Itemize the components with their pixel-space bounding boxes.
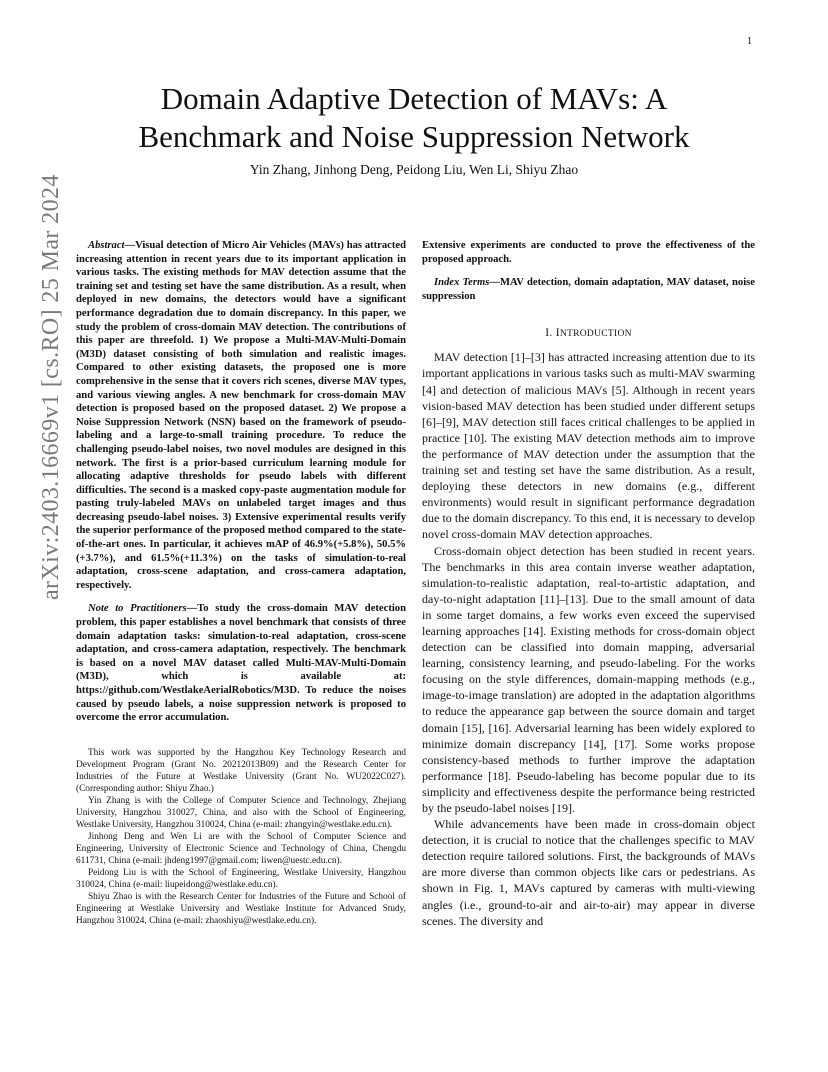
abstract: [76, 239, 406, 592]
body-paragraph: Cross-domain object detection has been studied in recent years. The benchmarks in this area contain inverse weather adaptation, simulation-to-realistic adaptation, real-to-artistic adaptation, and day-to-night adaptation [11]–[13]. Due to the small amount of data in some target domains, a few works even exceed the supervised learning approaches [14]. Existing methods for cross-domain object detection can be classified into domain mapping, adversarial learning, consistency learning, and pseudo-labeling. For the works focusing on the style differences, domain-mapping methods (e.g., image-to-image translation) are adopted in the adaptation algorithms to reduce the appearance gap between the source domain and target domain [15], [16]. Adversarial learning has been widely explored to minimize domain discrepancy [14], [17]. Some works propose consistency-based methods to further improve the adaptation performance [18]. Pseudo-labeling has become popular due to its simplicity and effectiveness despite the performance being restricted by the pseudo-label noises [19].: [422, 543, 755, 815]
footnotes: [76, 747, 406, 927]
footnote-affiliation: Peidong Liu is with the School of Engineering, Westlake University, Hangzhou 310024, China (e-mail: liupeidong@westlake.edu.cn).: [76, 867, 406, 890]
index-terms-label: Index Terms: [434, 277, 490, 289]
footnote-funding: This work was supported by the Hangzhou Key Technology Research and Development Program (Grant No. 20212013B09) and the Research Center for Industries of the Future at Westlake University (Grant No. WU2022C027). (Corresponding author: Shiyu Zhao.): [76, 747, 406, 794]
section-title: INTRODUCTION: [555, 327, 632, 340]
body-paragraph: MAV detection [1]–[3] has attracted increasing attention due to its important applications in various tasks such as multi-MAV swarming [4] and detection of malicious MAVs [5]. Although in recent years vision-based MAV detection has been studied under different setups [6]–[9], MAV detection still faces critical challenges to be applied in practice [10]. The existing MAV detection methods aim to improve the performance of MAV detection under the assumption that the training set and testing set have the same distribution. As a result, deploying these detectors in new domains (e.g., different environments) would result in significant performance degradation due to the domain discrepancy. To this end, it is necessary to develop novel cross-domain MAV detection approaches.: [422, 350, 755, 542]
index-terms-text: —MAV detection, domain adaptation, MAV dataset, noise suppression: [422, 277, 755, 302]
arxiv-identifier-stamp: arXiv:2403.16669v1 [cs.RO] 25 Mar 2024: [38, 174, 64, 600]
practitioners-text: —To study the cross-domain MAV detection problem, this paper establishes a novel benchmark that consists of three domain adaptation tasks: simulation-to-real adaptation, cross-scene adaptation, and cross-camera adaptation, respectively. The benchmark is based on a novel MAV dataset called Multi-MAV-Multi-Domain (M3D), which is available at: https://github.com/WestlakeAerialRobotics/M3D. To reduce the noises caused by pseudo labels, a noise suppression network is proposed to overcome the error accumulation.: [76, 603, 406, 724]
abstract-continuation: Extensive experiments are conducted to prove the effectiveness of the proposed approach.: [422, 240, 755, 265]
title-line-1: Domain Adaptive Detection of MAVs: A: [160, 81, 668, 116]
author-list: Yin Zhang, Jinhong Deng, Peidong Liu, Wen Li, Shiyu Zhao: [249, 162, 579, 177]
footnote-affiliation: Yin Zhang is with the College of Computer Science and Technology, Zhejiang University, Hangzhou 310027, China, and also with the School of Engineering, Westlake University, Hangzhou 310024, China (e-mail: zhangyin@westlake.edu.cn).: [76, 795, 406, 830]
note-to-practitioners: [76, 602, 406, 724]
abstract-label: Abstract: [88, 240, 125, 251]
footnote-affiliation: Shiyu Zhao is with the Research Center for Industries of the Future and School of Engineering at Westlake University and Westlake Institute for Advanced Study, Hangzhou 310024, China (e-mail: zhaoshiyu@westlake.edu.cn).: [76, 891, 406, 926]
section-number: I.: [545, 327, 553, 340]
abstract-text: —Visual detection of Micro Air Vehicles (MAVs) has attracted increasing attention in recent years due to its important application in various tasks. The existing methods for MAV detection assume that the training set and testing set have the same distribution. As a result, when deployed in new domains, the detectors would have a significant performance degradation due to domain discrepancy. In this paper, we study the problem of cross-domain MAV detection. The contributions of this paper are threefold. 1) We propose a Multi-MAV-Multi-Domain (M3D) dataset consisting of both simulation and realistic images. Compared to other existing datasets, the proposed one is more comprehensive in the sense that it covers rich scenes, diverse MAV types, and various viewing angles. A new benchmark for cross-domain MAV detection is proposed based on the proposed dataset. 2) We propose a Noise Suppression Network (NSN) based on the framework of pseudo-labeling and a large-to-small training procedure. To reduce the challenging pseudo-label noises, two novel modules are designed in this network. The first is a prior-based curriculum learning module for allocating adaptive thresholds for pseudo labels with different difficulties. The second is a masked copy-paste augmentation module for pasting truly-labeled MAVs on unlabeled target images and thus decreasing pseudo-label noises. 3) Extensive experimental results verify the superior performance of the proposed method compared to the state-of-the-art ones. In particular, it achieves mAP of 46.9%(+5.8%), 50.5%(+3.7%), and 61.5%(+11.3%) on the tasks of simulation-to-real adaptation, cross-scene adaptation, and cross-camera adaptation, respectively.: [76, 240, 406, 591]
section-heading: [422, 327, 755, 339]
left-column: [76, 239, 406, 927]
index-terms: [422, 276, 755, 303]
footnote-affiliation: Jinhong Deng and Wen Li are with the School of Computer Science and Engineering, University of Electronic Science and Technology of China, Chengdu 611731, China (e-mail: jhdeng1997@gmail.com; liwen@uestc.edu.cn).: [76, 831, 406, 866]
practitioners-label: Note to Practitioners: [88, 603, 187, 615]
title-line-2: Benchmark and Noise Suppression Network: [138, 119, 690, 154]
right-column: [422, 239, 755, 929]
paper-title: [90, 80, 738, 156]
body-paragraph: While advancements have been made in cross-domain object detection, it is crucial to notice that the challenges specific to MAV detection require tailored solutions. First, the backgrounds of MAVs are more diverse than common objects like cars or pedestrians. As shown in Fig. 1, MAVs captured by cameras with multi-viewing angles (i.e., ground-to-air and air-to-air) may appear in diverse scenes. The diversity and: [422, 817, 755, 928]
page-number: 1: [747, 36, 752, 47]
